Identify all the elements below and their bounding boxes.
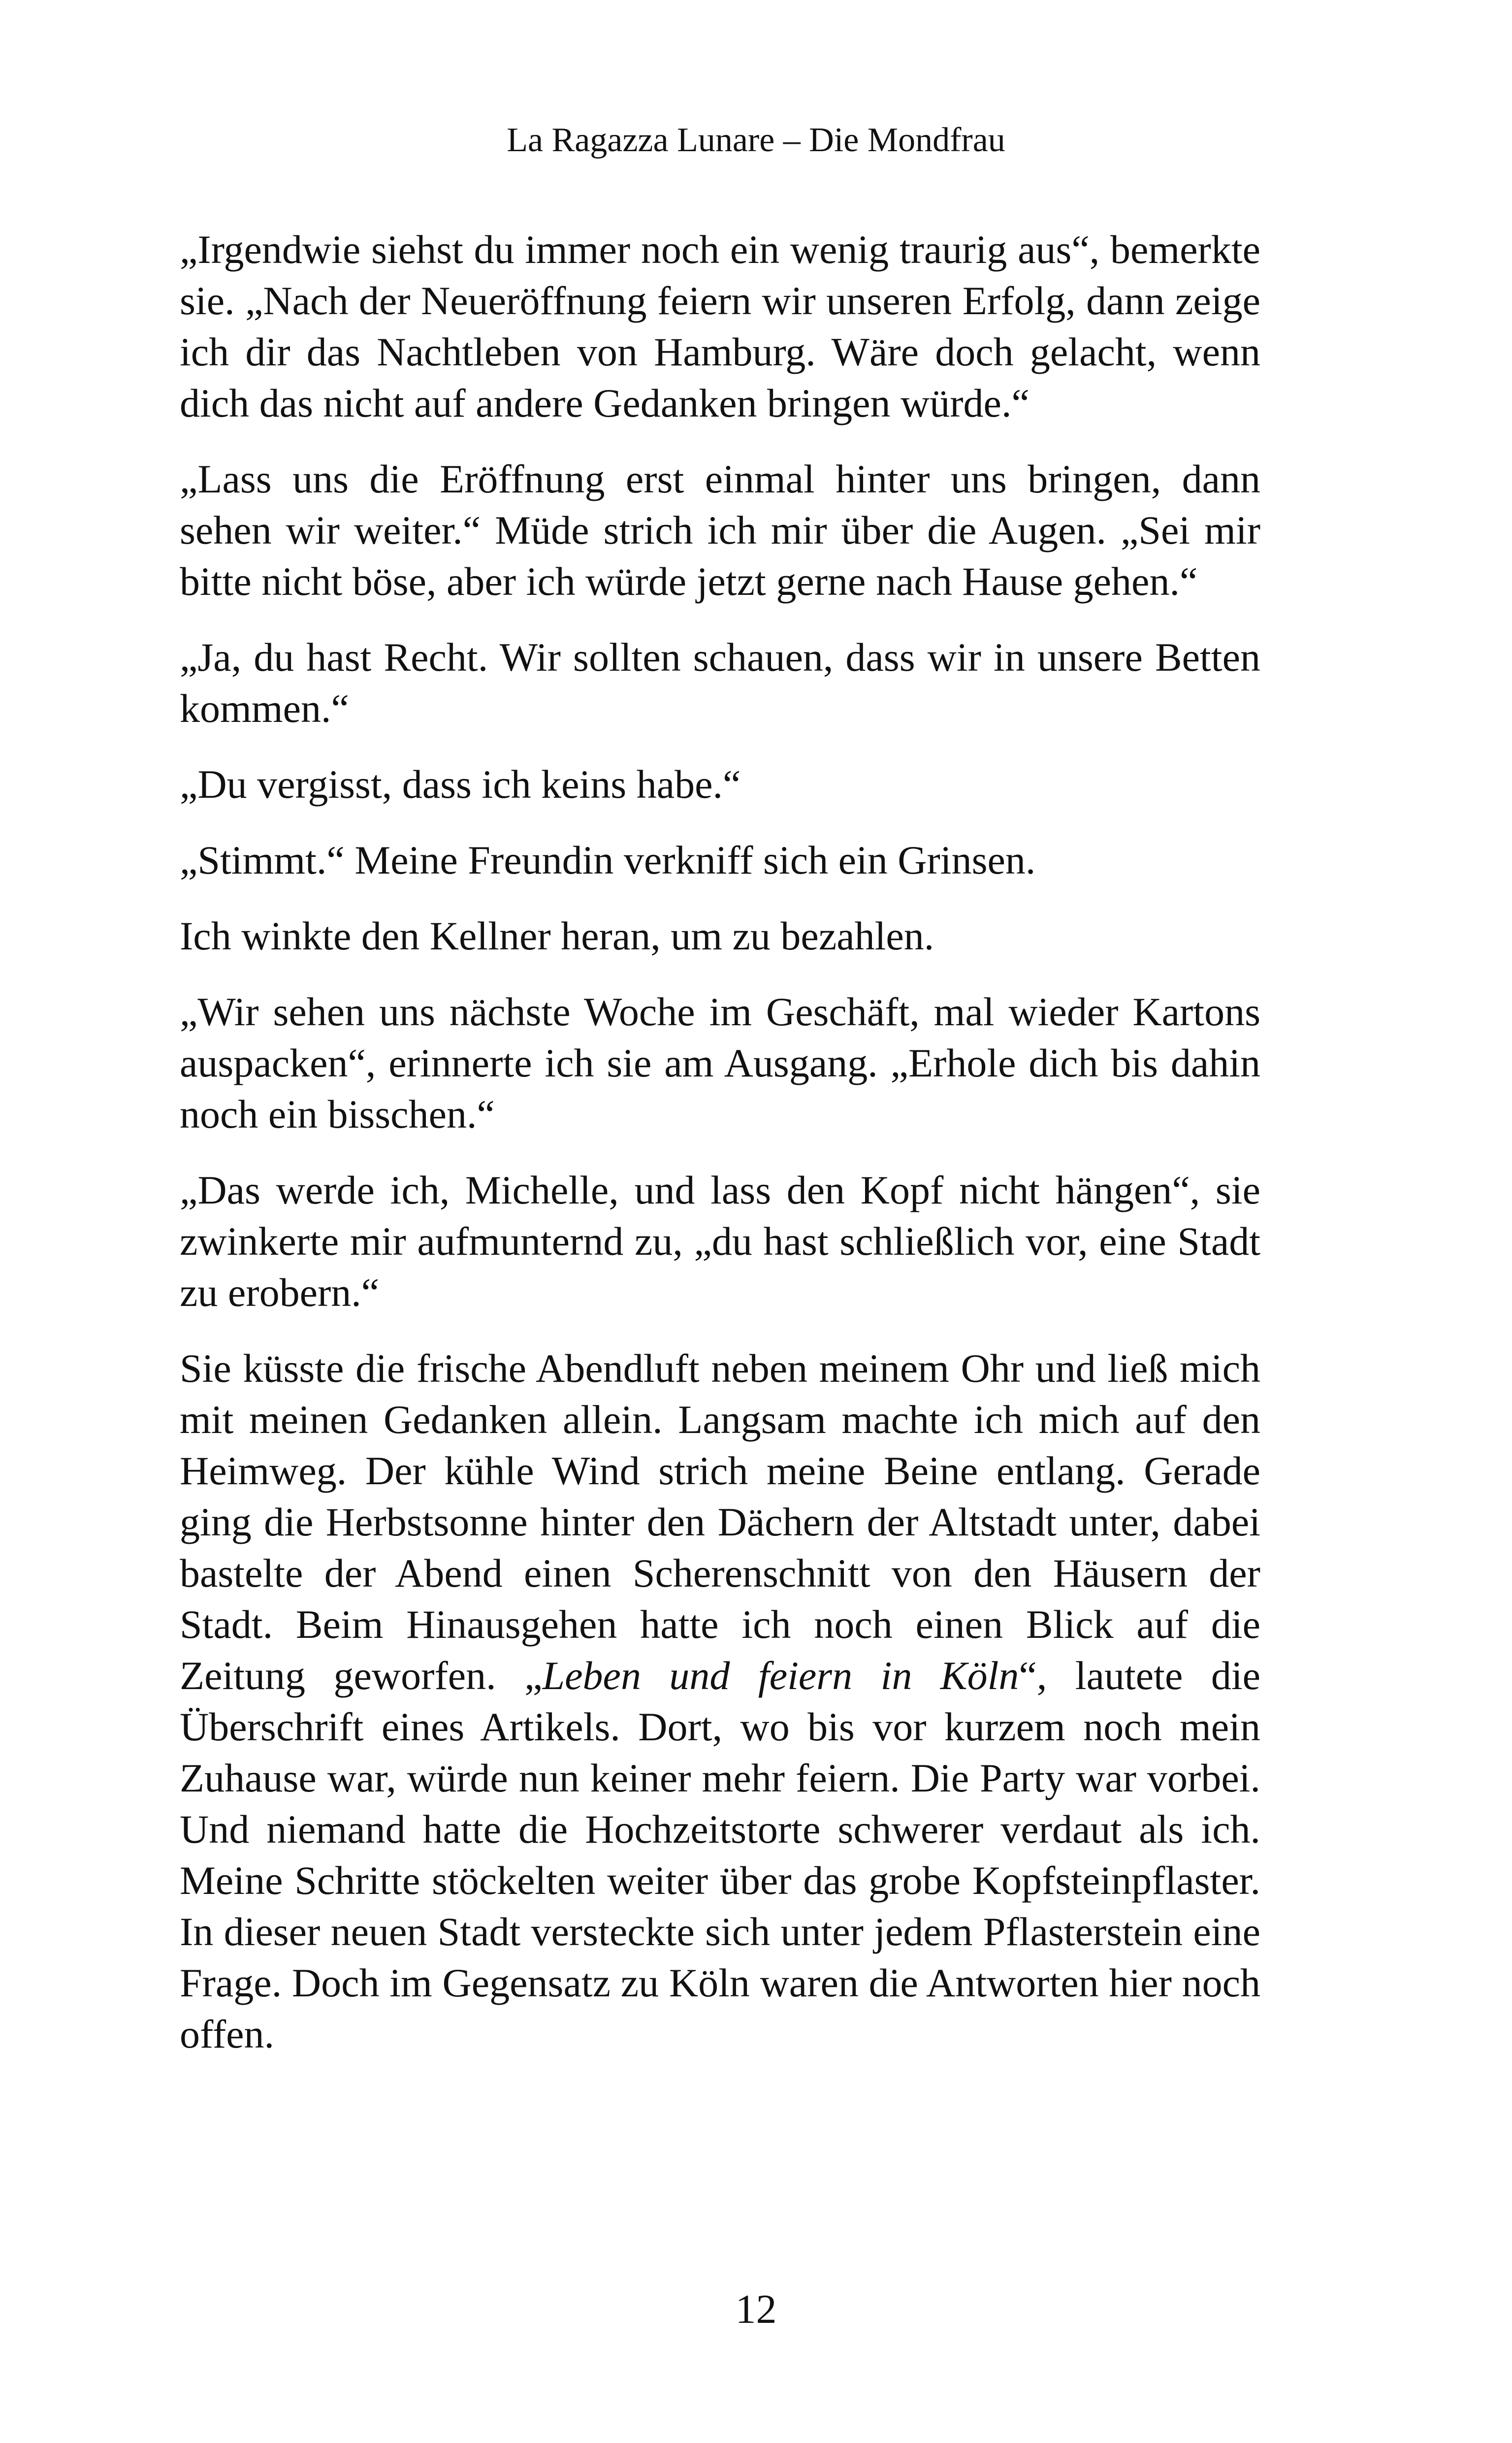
body-text — [180, 224, 1260, 2060]
running-header: La Ragazza Lunare – Die Mondfrau — [507, 121, 1005, 159]
paragraph: „Du vergisst, dass ich keins habe.“ — [180, 762, 741, 807]
paragraph: Ich winkte den Kellner heran, um zu bezahlen. — [180, 913, 934, 958]
paragraph-final-text-end: “, lautete die Überschrift eines Artikels. Dort, wo bis vor kurzem noch mein Zuhause war, würde nun keiner mehr feiern. Die Party war vorbei. Und niemand hatte die Hochzeitstorte schwerer verdaut als ich. Meine Schritte stöckelten weiter über das grobe Kopfsteinpflaster. In dieser neuen Stadt versteckte sich unter jedem Pflasterstein eine Frage. Doch im Gegensatz zu Köln waren die Antworten hier noch offen. — [180, 1653, 1261, 2056]
paragraph-final-text-start: Sie küsste die frische Abendluft neben meinem Ohr und ließ mich mit meinen Gedanken allein. Langsam machte ich mich auf den Heimweg. Der kühle Wind strich meine Beine entlang. Gerade ging die Herbstsonne hinter den Dächern der Altstadt unter, dabei bastelte der Abend einen Scherenschnitt von den Häusern der Stadt. Beim Hinausgehen hatte ich noch einen Blick auf die Zeitung geworfen. „ — [180, 1346, 1260, 1698]
page-number: 12 — [735, 2286, 777, 2332]
newspaper-article-title: Leben und feiern in Köln — [542, 1653, 1019, 1698]
paragraph: „Irgendwie siehst du immer noch ein wenig traurig aus“, bemerkte sie. „Nach der Neueröffnung feiern wir unseren Erfolg, dann zeige ich dir das Nachtleben von Hamburg. Wäre doch gelacht, wenn dich das nicht auf andere Gedanken bringen würde.“ — [180, 227, 1260, 425]
paragraph: „Wir sehen uns nächste Woche im Geschäft, mal wieder Kartons auspacken“, erinnerte ich sie am Ausgang. „Erhole dich bis dahin noch ein bisschen.“ — [180, 989, 1260, 1137]
paragraph: „Lass uns die Eröffnung erst einmal hinter uns bringen, dann sehen wir weiter.“ Müde strich ich mir über die Augen. „Sei mir bitte nicht böse, aber ich würde jetzt gerne nach Hause gehen.“ — [180, 456, 1260, 604]
paragraph: „Ja, du hast Recht. Wir sollten schauen, dass wir in unsere Betten kommen.“ — [180, 635, 1260, 731]
paragraph: „Das werde ich, Michelle, und lass den Kopf nicht hängen“, sie zwinkerte mir aufmunternd zu, „du hast schließlich vor, eine Stadt zu erobern.“ — [180, 1168, 1260, 1315]
paragraph: „Stimmt.“ Meine Freundin verkniff sich ein Grinsen. — [180, 838, 1036, 882]
paragraph-final — [180, 1343, 1260, 2060]
